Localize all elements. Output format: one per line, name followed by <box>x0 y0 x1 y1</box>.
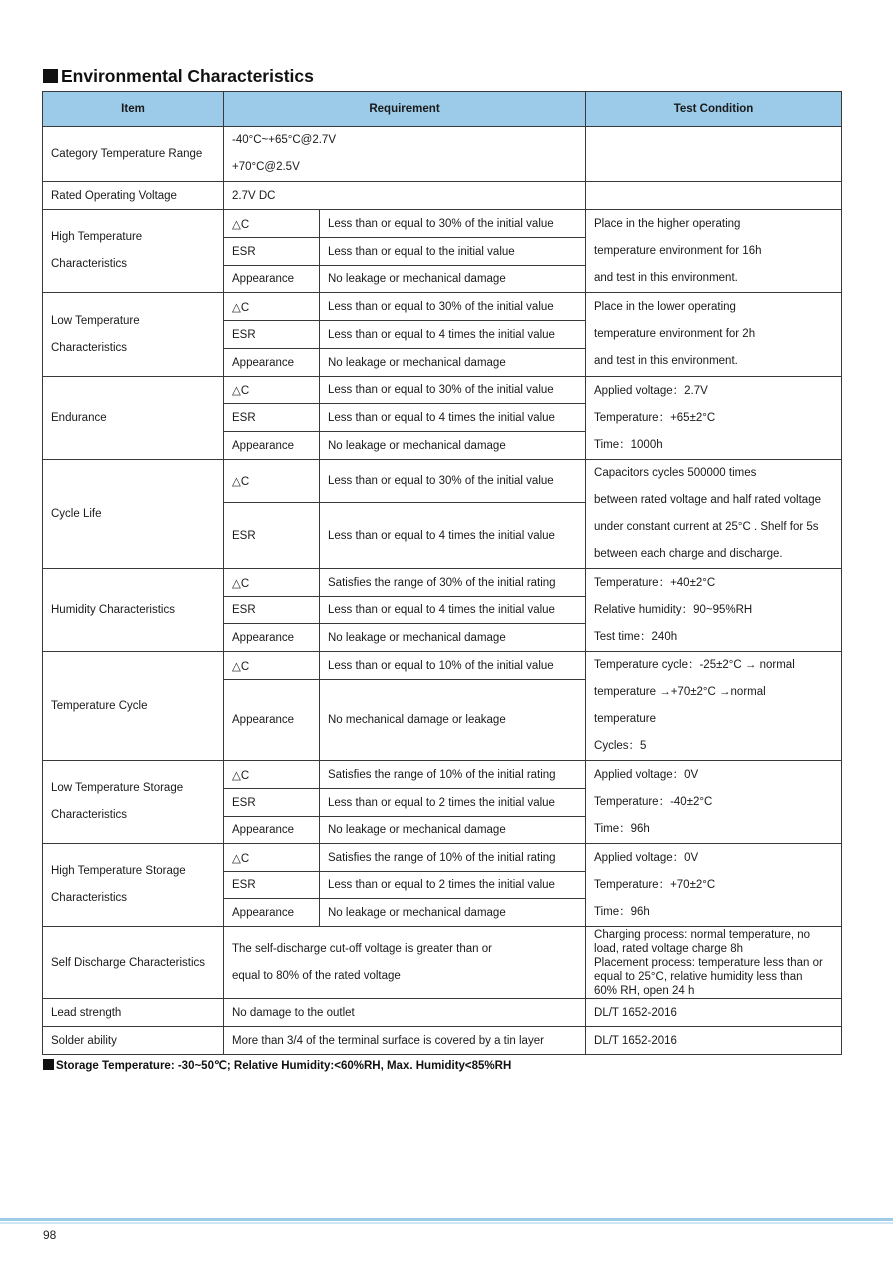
test-cell: Applied voltage：2.7V Temperature：+65±2°C Time：1000h <box>586 377 842 460</box>
param-cell: ESR <box>224 597 320 624</box>
test-cell: Temperature：+40±2°C Relative humidity：90~95%RH Test time：240h <box>586 569 842 652</box>
test-cell: Temperature cycle：-25±2°C → normal temperature →+70±2°C →normal temperature Cycles：5 <box>586 652 842 761</box>
square-bullet-icon <box>43 1059 54 1070</box>
param-cell: Appearance <box>224 817 320 844</box>
requirement-cell: More than 3/4 of the terminal surface is covered by a tin layer <box>224 1027 586 1055</box>
param-cell: ESR <box>224 789 320 817</box>
header-row <box>43 92 842 127</box>
param-cell: ESR <box>224 321 320 349</box>
value-cell: Less than or equal to 4 times the initial value <box>320 321 586 349</box>
value-cell: No leakage or mechanical damage <box>320 432 586 460</box>
table-row <box>43 182 842 210</box>
param-cell: Appearance <box>224 432 320 460</box>
param-cell: Appearance <box>224 349 320 377</box>
param-cell: △C <box>224 293 320 321</box>
value-cell: Less than or equal to 4 times the initial value <box>320 597 586 624</box>
item-cell: Endurance <box>43 377 224 460</box>
requirement-cell: The self-discharge cut-off voltage is greater than or equal to 80% of the rated voltage <box>224 927 586 999</box>
table-row <box>43 127 842 182</box>
test-cell: DL/T 1652-2016 <box>586 999 842 1027</box>
page-title <box>43 66 314 87</box>
value-cell: No leakage or mechanical damage <box>320 624 586 652</box>
value-cell: Less than or equal to 10% of the initial value <box>320 652 586 680</box>
test-cell: Charging process: normal temperature, no load, rated voltage charge 8h Placement process: temperature less than or equal to 25°C, relative humidity less than 60% RH, open 24 h <box>586 927 842 999</box>
table-row <box>43 377 842 404</box>
item-cell: Rated Operating Voltage <box>43 182 224 210</box>
square-bullet-icon <box>43 69 58 83</box>
table-row <box>43 761 842 789</box>
param-cell: ESR <box>224 404 320 432</box>
page-number: 98 <box>43 1228 57 1242</box>
requirement-cell: 2.7V DC <box>224 182 586 210</box>
value-cell: No leakage or mechanical damage <box>320 349 586 377</box>
param-cell: △C <box>224 210 320 238</box>
param-cell: △C <box>224 569 320 597</box>
param-cell: △C <box>224 377 320 404</box>
param-cell: △C <box>224 460 320 503</box>
requirement-cell: No damage to the outlet <box>224 999 586 1027</box>
test-cell <box>586 127 842 182</box>
param-cell: Appearance <box>224 680 320 761</box>
value-cell: Less than or equal to 30% of the initial value <box>320 460 586 503</box>
param-cell: ESR <box>224 872 320 899</box>
value-cell: Satisfies the range of 10% of the initial rating <box>320 844 586 872</box>
test-cell: DL/T 1652-2016 <box>586 1027 842 1055</box>
value-cell: No leakage or mechanical damage <box>320 817 586 844</box>
page-title-text: Environmental Characteristics <box>61 66 314 86</box>
table-row <box>43 927 842 999</box>
header-item: Item <box>43 92 224 127</box>
item-cell: Low Temperature Storage Characteristics <box>43 761 224 844</box>
storage-note-text: Storage Temperature: -30~50℃; Relative Humidity:<60%RH, Max. Humidity<85%RH <box>56 1060 512 1072</box>
footer-divider <box>0 1218 893 1221</box>
table-row <box>43 210 842 238</box>
item-cell: Low Temperature Characteristics <box>43 293 224 377</box>
table-row <box>43 569 842 597</box>
item-cell: Solder ability <box>43 1027 224 1055</box>
test-cell: Applied voltage：0V Temperature：+70±2°C Time：96h <box>586 844 842 927</box>
value-cell: Less than or equal to 4 times the initial value <box>320 404 586 432</box>
table-row <box>43 293 842 321</box>
test-cell: Place in the lower operating temperature environment for 2h and test in this environment. <box>586 293 842 377</box>
value-cell: Satisfies the range of 30% of the initial rating <box>320 569 586 597</box>
value-cell: Less than or equal to 4 times the initial value <box>320 503 586 569</box>
param-cell: ESR <box>224 503 320 569</box>
value-cell: No leakage or mechanical damage <box>320 899 586 927</box>
item-cell: High Temperature Characteristics <box>43 210 224 293</box>
param-cell: △C <box>224 652 320 680</box>
header-requirement: Requirement <box>224 92 586 127</box>
value-cell: No leakage or mechanical damage <box>320 266 586 293</box>
item-cell: Self Discharge Characteristics <box>43 927 224 999</box>
value-cell: Less than or equal to the initial value <box>320 238 586 266</box>
test-cell: Capacitors cycles 500000 times between rated voltage and half rated voltage under constant current at 25°C . Shelf for 5s between each charge and discharge. <box>586 460 842 569</box>
footer-divider-light <box>0 1222 893 1224</box>
table-row <box>43 652 842 680</box>
param-cell: Appearance <box>224 624 320 652</box>
param-cell: Appearance <box>224 899 320 927</box>
header-test-condition: Test Condition <box>586 92 842 127</box>
value-cell: Less than or equal to 30% of the initial value <box>320 377 586 404</box>
table-row <box>43 844 842 872</box>
table-row <box>43 999 842 1027</box>
value-cell: Less than or equal to 2 times the initial value <box>320 789 586 817</box>
table-row <box>43 1027 842 1055</box>
test-cell: Applied voltage：0V Temperature：-40±2°C Time：96h <box>586 761 842 844</box>
value-cell: Less than or equal to 2 times the initial value <box>320 872 586 899</box>
value-cell: No mechanical damage or leakage <box>320 680 586 761</box>
item-cell: Humidity Characteristics <box>43 569 224 652</box>
param-cell: Appearance <box>224 266 320 293</box>
item-cell: Cycle Life <box>43 460 224 569</box>
item-cell: Lead strength <box>43 999 224 1027</box>
value-cell: Less than or equal to 30% of the initial value <box>320 293 586 321</box>
item-cell: Category Temperature Range <box>43 127 224 182</box>
param-cell: ESR <box>224 238 320 266</box>
environmental-table <box>42 91 842 1055</box>
value-cell: Satisfies the range of 10% of the initial rating <box>320 761 586 789</box>
table-row <box>43 460 842 503</box>
test-cell <box>586 182 842 210</box>
item-cell: High Temperature Storage Characteristics <box>43 844 224 927</box>
item-cell: Temperature Cycle <box>43 652 224 761</box>
requirement-cell: -40°C~+65°C@2.7V +70°C@2.5V <box>224 127 586 182</box>
storage-note <box>43 1058 511 1072</box>
param-cell: △C <box>224 844 320 872</box>
param-cell: △C <box>224 761 320 789</box>
value-cell: Less than or equal to 30% of the initial value <box>320 210 586 238</box>
test-cell: Place in the higher operating temperature environment for 16h and test in this environment. <box>586 210 842 293</box>
